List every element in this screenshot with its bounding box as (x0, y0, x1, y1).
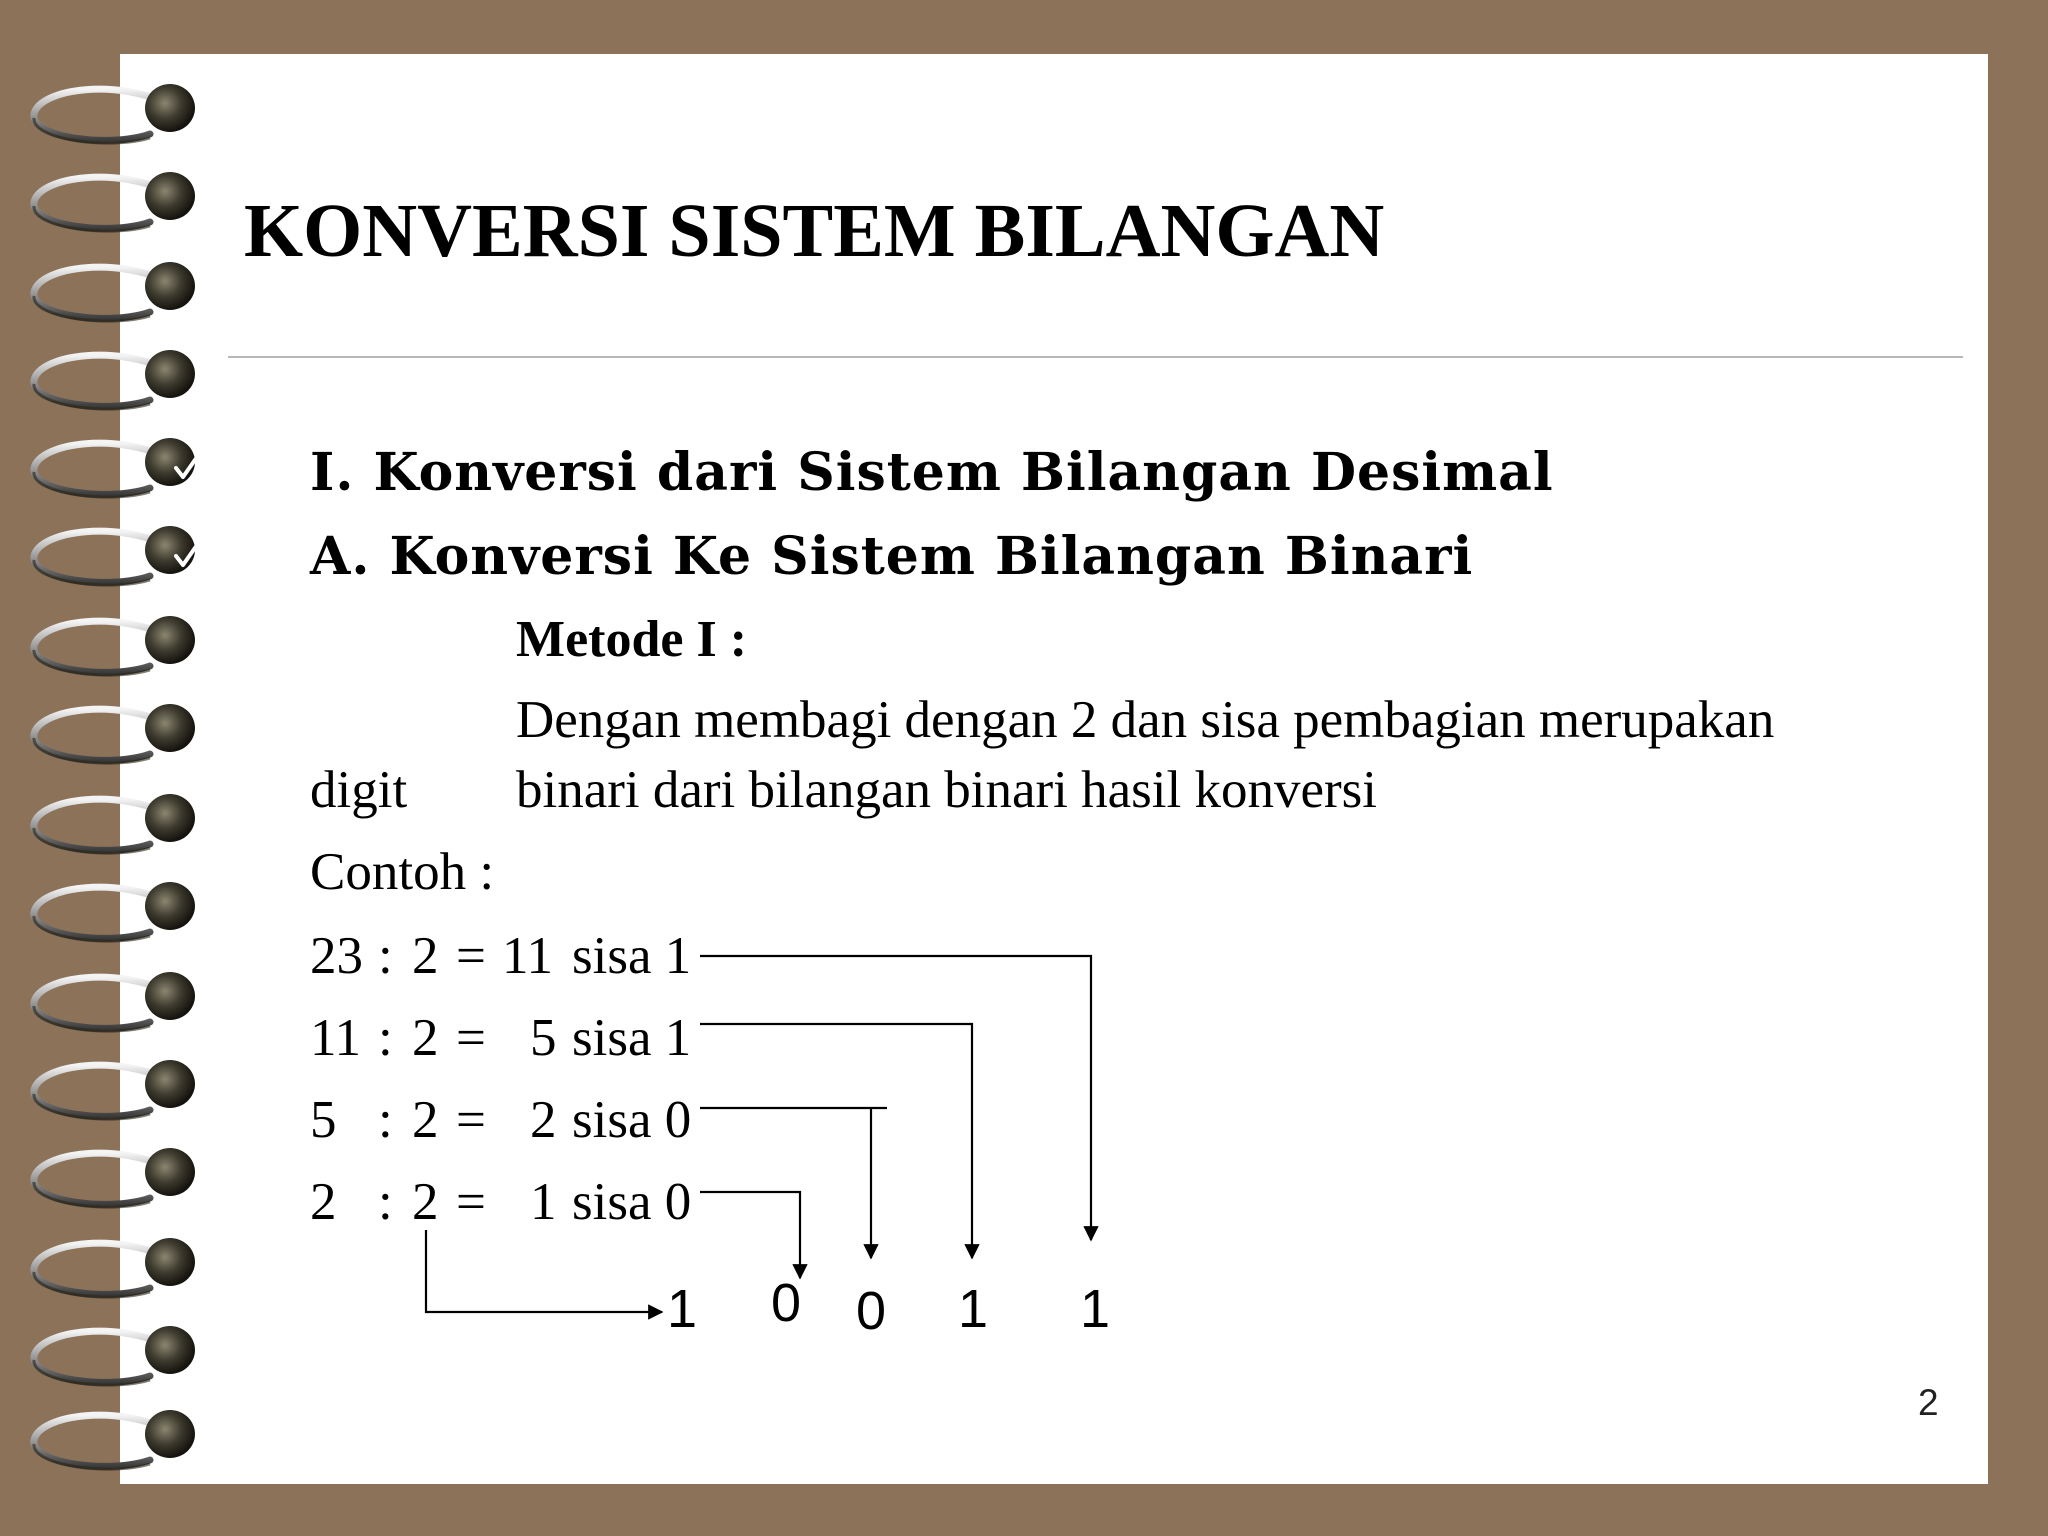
step-dividend: 11 (310, 1009, 362, 1067)
spiral-ring-icon (34, 526, 195, 585)
step-dividend: 23 (310, 927, 363, 985)
step-dividend: 2 (310, 1173, 337, 1231)
spiral-ring-icon (34, 882, 195, 941)
step-quotient: 1 (530, 1173, 557, 1231)
step-remainder: sisa 1 (572, 1009, 692, 1067)
spiral-ring-icon (34, 84, 195, 143)
spiral-ring-icon (34, 1410, 195, 1469)
step-remainder: sisa 1 (572, 927, 692, 985)
spiral-ring-icon (34, 262, 195, 321)
section-heading: I. Konversi dari Sistem Bilangan Desimal (310, 442, 1554, 503)
description-line2: binari dari bilangan binari hasil konversi (516, 761, 1378, 819)
spiral-ring-icon (34, 1326, 195, 1385)
spiral-ring-icon (34, 794, 195, 853)
step-equals: = (456, 1009, 486, 1067)
binary-digit: 0 (856, 1281, 887, 1341)
step-equals: = (456, 1173, 486, 1231)
spiral-ring-icon (34, 1060, 195, 1119)
spiral-ring-icon (34, 1238, 195, 1297)
step-operator: : (378, 1009, 393, 1067)
step-divisor: 2 (412, 1091, 439, 1149)
page-number: 2 (1918, 1382, 1939, 1423)
slide-title: KONVERSI SISTEM BILANGAN (244, 189, 1385, 273)
step-quotient: 11 (502, 927, 554, 985)
spiral-ring-icon (34, 616, 195, 675)
spiral-ring-icon (34, 438, 195, 497)
binary-digit: 1 (1080, 1279, 1111, 1339)
step-quotient: 5 (530, 1009, 557, 1067)
description-line1: Dengan membagi dengan 2 dan sisa pembagian merupakan (516, 691, 1775, 749)
step-remainder: sisa 0 (572, 1091, 692, 1149)
step-quotient: 2 (530, 1091, 557, 1149)
binary-digit: 1 (667, 1279, 698, 1339)
step-equals: = (456, 927, 486, 985)
description-indent-word: digit (310, 761, 408, 819)
step-operator: : (378, 1173, 393, 1231)
step-operator: : (378, 927, 393, 985)
spiral-ring-icon (34, 172, 195, 231)
binary-digit: 1 (958, 1279, 989, 1339)
method-label: Metode I : (516, 611, 748, 668)
step-operator: : (378, 1091, 393, 1149)
spiral-ring-icon (34, 350, 195, 409)
step-divisor: 2 (412, 1173, 439, 1231)
subsection-heading: A. Konversi Ke Sistem Bilangan Binari (310, 526, 1474, 587)
spiral-ring-icon (34, 704, 195, 763)
spiral-binding (0, 0, 220, 1536)
step-equals: = (456, 1091, 486, 1149)
spiral-ring-icon (34, 1148, 195, 1207)
step-dividend: 5 (310, 1091, 337, 1149)
spiral-ring-icon (34, 972, 195, 1031)
step-divisor: 2 (412, 927, 439, 985)
binary-digit: 0 (771, 1273, 802, 1333)
step-divisor: 2 (412, 1009, 439, 1067)
title-divider (228, 356, 1963, 358)
step-remainder: sisa 0 (572, 1173, 692, 1231)
example-label: Contoh : (310, 843, 495, 901)
